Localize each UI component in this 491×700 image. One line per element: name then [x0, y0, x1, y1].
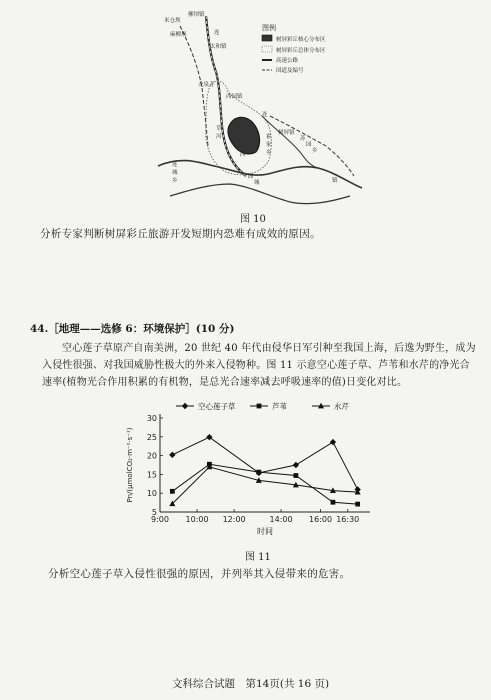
data-point-square — [256, 470, 261, 475]
map-label: 连 — [214, 30, 220, 36]
map-label: 霍 — [266, 134, 272, 140]
figure-11-caption: 图 11 — [245, 552, 271, 563]
map-label: 园 — [306, 142, 312, 148]
x-tick-label: 9:00 — [151, 515, 169, 524]
page-footer: 文科综合试题 第14页(共 16 页) — [172, 678, 330, 690]
map-label: 西园镇 — [226, 94, 243, 100]
map-label: 草 — [216, 126, 222, 132]
legend-label: 芦苇 — [272, 402, 287, 411]
data-point-diamond — [293, 462, 299, 468]
data-point-square — [170, 489, 175, 494]
map-label: 家 — [266, 142, 272, 148]
map-label: 乡 — [266, 150, 272, 156]
x-tick-label: 10:00 — [185, 515, 209, 524]
map-label: 镇 — [332, 178, 338, 184]
legend-label: 高速公路 — [276, 58, 299, 64]
map-legend — [262, 23, 326, 74]
legend-label: 树屏彩丘总体分布区 — [276, 48, 326, 54]
legend-label: 国道及编号 — [276, 68, 304, 74]
q43-question: 分析专家判断树屏彩丘旅游开发短期内恐难有成效的原因。 — [40, 228, 321, 240]
data-point-square — [293, 473, 298, 478]
map-label: 城 — [172, 170, 178, 176]
legend-core-swatch — [262, 35, 272, 41]
chart-svg — [120, 396, 390, 550]
map-label: 乡 — [312, 148, 318, 154]
y-tick-label: 5 — [151, 508, 157, 517]
map-label: 龙泉寺 — [198, 82, 215, 88]
data-point-square — [257, 404, 262, 409]
x-tick-label: 16:30 — [336, 515, 360, 524]
chart-figure — [120, 396, 390, 550]
q44-question: 分析空心莲子草入侵性很强的原因，并列举其入侵带来的危害。 — [48, 568, 351, 580]
data-point-square — [355, 502, 360, 507]
map-label: 城 — [254, 180, 260, 186]
legend-label: 空心莲子草 — [198, 402, 236, 411]
y-tick-label: 25 — [146, 432, 157, 442]
data-point-square — [331, 500, 336, 505]
data-point-diamond — [206, 434, 212, 440]
map-label: 太和镇 — [210, 44, 227, 50]
figure-10-caption: 图 10 — [240, 214, 266, 225]
data-point-diamond — [169, 452, 175, 458]
y-tick-label: 15 — [146, 470, 157, 480]
q44-heading: 44.［地理——选修 6：环境保护］(10 分) — [30, 323, 235, 335]
y-tick-label: 30 — [146, 414, 157, 423]
map-label: 连 — [262, 112, 268, 118]
map-label: 固 — [248, 174, 254, 180]
data-point-diamond — [330, 439, 336, 445]
map-label: 树屏镇 — [278, 130, 295, 136]
legend-label: 树屏彩丘核心分布区 — [276, 37, 326, 43]
data-point-diamond — [182, 403, 188, 409]
core-area-shape — [228, 117, 260, 154]
river-branch — [170, 184, 350, 204]
y-tick-label: 10 — [146, 489, 157, 499]
map-svg — [150, 6, 365, 211]
y-axis-label: Pn/(μmolCO₂·m⁻²·s⁻¹) — [126, 427, 134, 503]
y-tick-label: 20 — [146, 451, 157, 461]
q44-paragraph: 空心莲子草原产自南美洲，20 世纪 40 年代由侵华日军引种至我国上海，后逸为野生，成为入侵性很强、对我国威胁性极大的外来入侵物种。图 11 示意空心莲子草、芦苇和水芹的净光合速率(植物光合作用积累的有机物，是总光合速率减去呼吸速率的值)日变化对比。 — [42, 343, 476, 388]
legend-label: 水芹 — [334, 402, 349, 411]
series-line-2 — [172, 464, 357, 504]
legend-title: 图例 — [262, 24, 276, 32]
x-tick-label: 16:00 — [309, 515, 333, 524]
legend-total-swatch — [262, 46, 272, 52]
x-tick-label: 12:00 — [222, 515, 246, 524]
map-label: 河 — [216, 134, 222, 140]
map-label: 麻柳坝 — [170, 32, 187, 38]
map-label: 连 — [172, 162, 178, 168]
x-axis-label: 时间 — [257, 527, 273, 536]
map-label: 柳坝镇 — [188, 12, 205, 18]
map-label: 苏 — [300, 136, 306, 142]
map-figure — [150, 6, 365, 211]
map-label: 米仓坝 — [164, 18, 181, 24]
map-label: 乡 — [172, 178, 178, 184]
map-label: 西 — [240, 152, 246, 158]
x-tick-label: 14:00 — [269, 515, 293, 524]
